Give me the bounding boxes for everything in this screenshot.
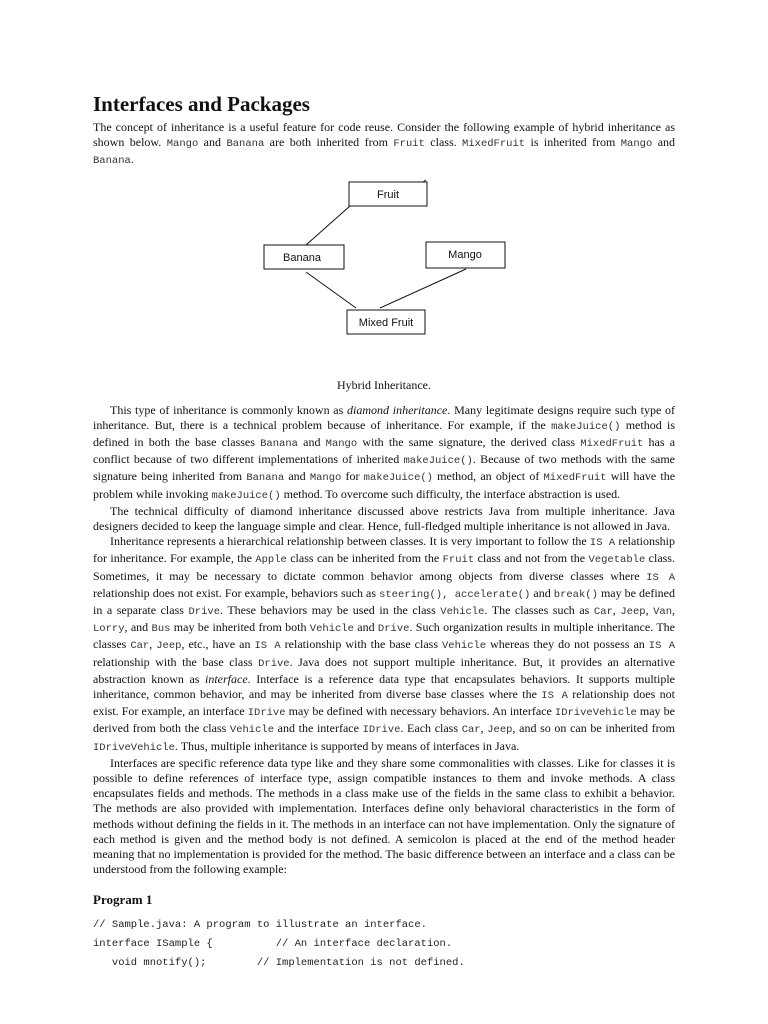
node-mango-label: Mango [448, 248, 482, 261]
edge-banana-mixed [306, 272, 356, 308]
node-mixed-fruit-label: Mixed Fruit [358, 316, 414, 329]
node-banana [264, 245, 344, 269]
intro-paragraph: The concept of inheritance is a useful feature for code reuse. Consider the following example of hybrid inheritance as shown below. Mango and Banana are both inherited from Fruit class. MixedFruit is inherited from Mango and Banana. [93, 120, 676, 168]
page-title: Interfaces and Packages [93, 92, 310, 116]
code-line: // Sample.java: A program to illustrate an interface. [93, 918, 427, 931]
paragraph-interfaces: Interfaces are specific reference data type like and they share some commonalities with classes. Like for classes it is possible to define references of interface type, assign compatible instances to them and invoke methods. A class encapsulates fields and methods. The methods in a class make use of the fields in the same class to exhibit a behavior. The methods are also provided with implementation. Interfaces define only behavioral characteristics in the form of methods without defining the fields in it. The methods in an interface can not have implementation. Only the signature of each method is given and the method body is not defined. A semicolon is placed at the end of the method header meaning that no implementation is provided for the method. The basic difference between an interface and a class can be understood from the following example: [93, 755, 675, 877]
paragraph-java-restriction: The technical difficulty of diamond inheritance discussed above restricts Java from multiple inheritance. Java designers decided to keep the language simple and clear. Hence, full-fledged multiple inheritance is not allowed in Java. [93, 503, 675, 534]
code-line: interface ISample { // An interface declaration. [93, 937, 453, 950]
node-fruit-label: Fruit [377, 188, 399, 201]
node-mixed-fruit [347, 310, 425, 334]
node-mango [426, 242, 505, 268]
code-line: void mnotify(); // Implementation is not defined. [93, 956, 465, 969]
edge-fruit-banana [306, 206, 350, 245]
edge-mango-mixed [380, 269, 466, 308]
hybrid-inheritance-diagram [93, 170, 675, 378]
figure-caption: Hybrid Inheritance. [337, 377, 431, 392]
diagram-svg [93, 170, 675, 350]
program-heading: Program 1 [93, 891, 153, 907]
paragraph-is-a-relationship: Inheritance represents a hierarchical relationship between classes. It is very important to follow the IS A relationship for inheritance. For example, the Apple class can be inherited from the Fruit class and not from the Vegetable class. Sometimes, it may be necessary to dictate common behavior among objects from diverse classes where IS A relationship does not exist. For example, behaviors such as steering(), accelerate() and break() may be defined in a separate class Drive. These behaviors may be used in the class Vehicle. The classes such as Car, Jeep, Van, Lorry, and Bus may be inherited from both Vehicle and Drive. Such organization results in multiple inheritance. The classes Car, Jeep, etc., have an IS A relationship with the base class Vehicle whereas they do not possess an IS A relationship with the base class Drive. Java does not support multiple inheritance. But, it provides an alternative abstraction known as interface. Interface is a reference data type that encapsulates behaviors. It supports multiple inheritance, common behavior, and may be inherited from diverse base classes where the IS A relationship does not exist. For example, an interface IDrive may be defined with necessary behaviors. An interface IDriveVehicle may be derived from both the class Vehicle and the interface IDrive. Each class Car, Jeep, and so on can be inherited from IDriveVehicle. Thus, multiple inheritance is supported by means of interfaces in Java. [93, 534, 676, 754]
paragraph-diamond-inheritance: This type of inheritance is commonly known as diamond inheritance. Many legitimate designs require such type of inheritance. But, there is a technical problem because of inheritance. For example, if the makeJuice() method is defined in both the base classes Banana and Mango with the same signature, the derived class MixedFruit has a conflict because of two different implementations of inherited makeJuice(). Because of two methods with the same signature being inherited from Banana and Mango for makeJuice() method, an object of MixedFruit will have the problem while invoking makeJuice() method. To overcome such difficulty, the interface abstraction is used. [93, 402, 676, 502]
node-banana-label: Banana [283, 251, 321, 264]
document-content [93, 92, 675, 973]
code-listing [93, 916, 675, 973]
node-fruit [349, 182, 427, 206]
